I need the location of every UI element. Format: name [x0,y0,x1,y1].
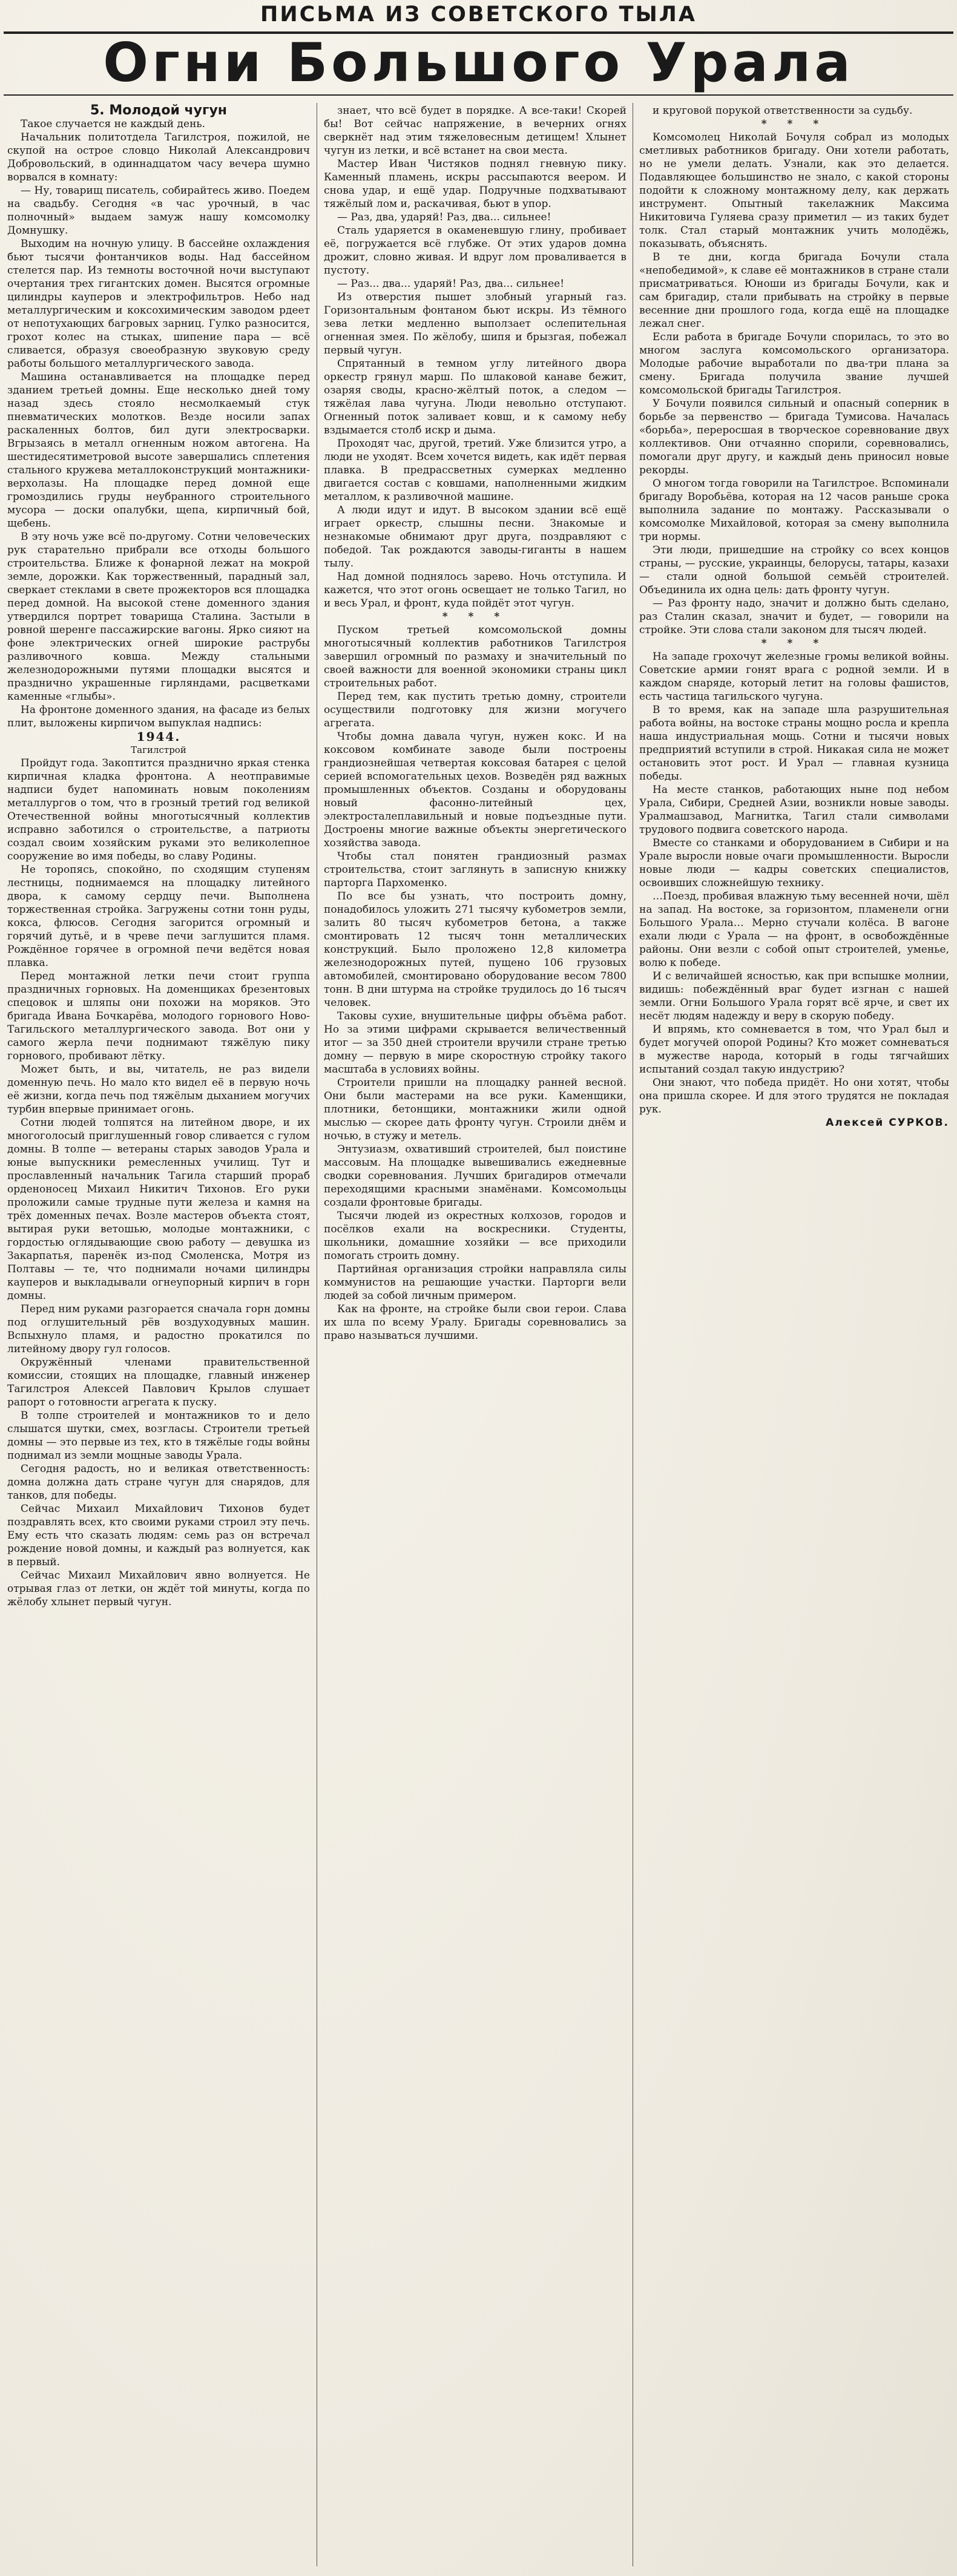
paragraph: Чтобы стал понятен грандиозный размах строительства, стоит заглянуть в записную книжку парторга Пархоменко. [324,850,626,889]
headline: Огни Большого Урала [103,31,854,94]
author-signature: Алексей СУРКОВ. [826,1117,949,1129]
paragraph: Таковы сухие, внушительные цифры объёма работ. Но за этими цифрами скрывается величественный итог — за 350 дней строители вручили стране третью домну — первую в мире скоростную стройку такого масштаба в условиях войны. [324,1010,626,1076]
section-separator: * * * [761,118,827,130]
paragraph: — Раз, два, ударяй! Раз, два... сильнее! [337,211,551,223]
paragraph: На месте станков, работающих ныне под небом Урала, Сибири, Средней Азии, возникли новые заводы. Уралмашзавод, Магнитка, Тагил стали символами трудового подвига советского народа. [639,784,949,836]
paragraph: Пройдут года. Закоптится празднично яркая стенка кирпичная кладка фронтона. А неотправимые надписи будет напоминать новым поколениям металлургов о том, что в грозный третий год великой Отечественной войны многотысячный коллектив исправно заботился о строительстве, а патриоты создал своим хозяйским руками это великолепное сооружение во имя победы, во славу Родины. [7,757,310,862]
paragraph: Сотни людей толпятся на литейном дворе, и их многоголосый приглушенный говор сливается с гулом домны. В толпе — ветераны старых заводов Урала и юные выпускники ремесленных училищ. Тут и прославленный начальник Тагила старший прораб орденоносец Михаил Никитич Тихонов. Его руки проложили самые трудные пути железа и камня на трёх доменных печах. Возле мастеров объекта стоят, вытирая руки ветошью, молодые монтажники, с гордостью оглядывающие свою работу — девушка из Закарпатья, паренёк из-под Смоленска, Мотря из Полтавы — те, что поднимали ночами цилиндры кауперов и выкладывали огнеупорный кирпич в горн домны. [7,1117,310,1302]
paragraph: Окружённый членами правительственной комиссии, стоящих на площадке, главный инженер Тагилстроя Алексей Павлович Крылов слушает рапорт о готовности агрегата к пуску. [7,1356,310,1408]
paragraph: И впрямь, кто сомневается в том, что Урал был и будет могучей опорой Родины? Кто может сомневаться в мужестве народа, который в годы тягчайших испытаний создал такую индустрию? [639,1024,949,1076]
paragraph: знает, что всё будет в порядке. А все-таки! Скорей бы! Вот сейчас напряжение, в вечерних огнях сверкнёт над этим тяжеловесным детищем! Хлынет чугун из летки, и всё встанет на свои места. [324,105,626,157]
paragraph: Выходим на ночную улицу. В бассейне охлаждения бьют тысячи фонтанчиков воды. Над бассейном стелется пар. Из темноты восточной ночи выступают очертания трех гигантских домен. Высятся огромные цилиндры кауперов и электрофильтров. Небо над металлургическим и коксохимическим заводом рдеет от непотухающих багровых зарниц. Гулко разносится, грохот колес на стыках, шипение пара — всё сливается, образуя своеобразную звуковую среду работы большого металлургического завода. [7,238,310,370]
paragraph: По все бы узнать, что построить домну, понадобилось уложить 271 тысячу кубометров земли, залить 80 тысяч кубометров бетона, а также смонтировать 12 тысяч тонн металлических конструкций. Было проложено 12,8 километра железнодорожных путей, пущено 106 грузовых автомобилей, смонтировано оборудование весом 7800 тонн. В дни штурма на стройке трудилось до 16 тысяч человек. [324,890,626,1009]
paragraph: — Раз фронту надо, значит и должно быть сделано, раз Сталин сказал, значит и будет, — говорили на стройке. Эти слова стали законом для тысяч людей. [639,597,949,636]
paragraph: Мастер Иван Чистяков поднял гневную пику. Каменный пламень, искры рассыпаются веером. И снова удар, и ещё удар. Подручные подхватывают тяжёлый лом и, раскачивая, бьют в упор. [324,158,626,210]
paragraph: — Ну, товарищ писатель, собирайтесь живо. Поедем на свадьбу. Сегодня «в час урочный, в час полночный» выдаем замуж нашу комсомолку Домнушку. [7,185,310,237]
paragraph: Сейчас Михаил Михайлович Тихонов будет поздравлять всех, кто своими руками строил эту печь. Ему есть что сказать людям: семь раз он встречал рождение новой домны, и каждый раз волнуется, как в первый. [7,1503,310,1568]
paragraph: Проходят час, другой, третий. Уже близится утро, а люди не уходят. Всем хочется видеть, как идёт первая плавка. В предрассветных сумерках медленно двигается состав с ковшами, наполненными жидким металлом, к разливочной машине. [324,438,626,503]
inscription-plant: Тагилстрой [131,744,186,755]
paragraph: Перед монтажной летки печи стоит группа праздничных горновых. На доменщиках брезентовых спецовок и шляпы они похожи на моряков. Это бригада Ивана Бочкарёва, молодого горнового Ново-Тагильского металлургического завода. Вот они у самого жерла печи поднимают тяжёлую пику горнового, пробивают лётку. [7,970,310,1062]
paragraph: Энтузиазм, охвативший строителей, был поистине массовым. На площадке вывешивались ежедневные сводки соревнования. Лучших бригадиров отмечали переходящими красными знамёнами. Комсомольцы создали фронтовые бригады. [324,1143,626,1209]
article-column-3 [639,104,949,2568]
paragraph: На западе грохочут железные громы великой войны. Советские армии гонят врага с родной земли. И в каждом снаряде, который летит на головы фашистов, есть частица тагильского чугуна. [639,651,949,703]
paragraph: Вместе со станками и оборудованием в Сибири и на Урале выросли новые очаги промышленности. Выросли новые люди — кадры советских специалистов, освоивших сложнейшую технику. [639,837,949,889]
paragraph: Строители пришли на площадку ранней весной. Они были мастерами на все руки. Каменщики, плотники, бетонщики, монтажники жили одной мыслью — скорее дать фронту чугун. Строили днём и ночью, в стужу и метель. [324,1077,626,1142]
section-separator: * * * [442,611,508,623]
paragraph: А люди идут и идут. В высоком здании всё ещё играет оркестр, слышны песни. Знакомые и незнакомые обнимают друг друга, поздравляют с победой. Так рождаются заводы-гиганты в нашем тылу. [324,504,626,570]
paragraph: В толпе строителей и монтажников то и дело слышатся шутки, смех, возгласы. Строители третьей домны — это первые из тех, кто в тяжёлые годы войны поднимал из земли мощные заводы Урала. [7,1410,310,1462]
paragraph: Как на фронте, на стройке были свои герои. Слава их шла по всему Уралу. Бригады соревновались за право называться лучшими. [324,1303,626,1342]
section-rubric: ПИСЬМА ИЗ СОВЕТСКОГО ТЫЛА [260,2,697,27]
chapter-heading: 5. Молодой чугун [90,104,227,118]
paragraph: Чтобы домна давала чугун, нужен кокс. И на коксовом комбинате заводе были построены грандиознейшая четвертая коксовая батарея с целой серией вспомогательных цехов. Возведён ряд важных промышленных объектов. Созданы и оборудованы новый фасонно-литейный цех, электросталеплавильный и новые подъездные пути. Достроены многие важные объекты энергетического хозяйства завода. [324,731,626,849]
paragraph: Пуском третьей комсомольской домны многотысячный коллектив работников Тагилстроя завершил огромный по размаху и значительный по своей важности для военной экономики страны цикл строительных работ. [324,624,626,689]
paragraph: У Бочули появился сильный и опасный соперник в борьбе за первенство — бригада Тумисова. Началась «борьба», переросшая в творческое соревнование двух коллективов. Они отчаянно спорили, соревновались, помогали друг другу, и каждый день приносил новые рекорды. [639,398,949,476]
paragraph: Из отверстия пышет злобный угарный газ. Горизонтальным фонтаном бьют искры. Из тёмного зева летки медленно выползает ослепительная огненная змея. По жёлобу, шипя и брызгая, побежал первый чугун. [324,291,626,356]
paragraph: И с величайшей ясностью, как при вспышке молнии, видишь: побеждённый враг будет изгнан с нашей земли. Огни Большого Урала горят всё ярче, и свет их несёт людям надежду и веру в скорую победу. [639,970,949,1022]
paragraph: Комсомолец Николай Бочуля собрал из молодых сметливых работников бригаду. Они хотели работать, но не умели делать. Узнали, как это делается. Подавляющее большинство не знало, с какой стороны подойти к сложному монтажному делу, как держать инструмент. Опытный такелажник Максима Никитовича Гуляева сразу приметил — из таких будет толк. Стал старый монтажник учить молодёжь, показывать, объяснять. [639,131,949,250]
article-column-2 [324,104,626,2568]
paragraph: Партийная организация стройки направляла силы коммунистов на решающие участки. Парторги вели людей за собой личным примером. [324,1263,626,1302]
paragraph: …Поезд, пробивая влажную тьму весенней ночи, шёл на запад. На востоке, за горизонтом, пламенели огни Большого Урала… Мерно стучали колёса. В вагоне ехали люди с Урала — на фронт, в освобождённые районы. Они везли с собой опыт строителей, уменье, волю к победе. [639,890,949,969]
paragraph: В эту ночь уже всё по-другому. Сотни человеческих рук старательно прибрали все отходы большого строительства. Ближе к фонарной лежат на мокрой земле, дорожки. Как торжественный, парадный зал, сверкает стеклами в свете прожекторов вся площадка перед домной. На высокой стене доменного здания утвердился портрет товарища Сталина. Застыли в ровной шеренге пассажирские вагоны. Ярко сияют на фоне электрических огней широкие раструбы разливочного ковша. Между стальными железнодорожными путями площадки высятся и празднично украшенные гирляндами, расцветками каменные «глыбы». [7,531,310,703]
paragraph: Спрятанный в темном углу литейного двора оркестр грянул марш. По шлаковой канаве бежит, озаряя своды, красно-жёлтый поток, а следом — тяжёлая лава чугуна. Люди невольно отступают. Огненный поток заливает ковш, и к самому небу вздымается столб искр и дыма. [324,358,626,436]
headline-rule [4,94,953,96]
paragraph: Если работа в бригаде Бочули спорилась, то это во многом заслуга комсомольского организатора. Молодые рабочие выработали по два-три плана за смену. Бригада получила звание лучшей комсомольской бригады Тагилстроя. [639,331,949,396]
paragraph: Перед тем, как пустить третью домну, строители осуществили подготовку для жизни могучего агрегата. [324,691,626,729]
paragraph: Над домной поднялось зарево. Ночь отступила. И кажется, что этот огонь освещает не только Тагил, но и весь Урал, и фронт, куда пойдёт этот чугун. [324,571,626,610]
paragraph: Они знают, что победа придёт. Но они хотят, чтобы она пришла скорее. И для этого трудятся не покладая рук. [639,1077,949,1116]
paragraph: Может быть, и вы, читатель, не раз видели доменную печь. Но мало кто видел её в первую ночь её жизни, когда печь под тяжёлым дыханием могучих турбин впервые принимает огонь. [7,1063,310,1116]
paragraph: В те дни, когда бригада Бочули стала «непобедимой», к славе её монтажников в стране стали присматриваться. Юноши из бригады Бочули, как и сам бригадир, стали прибывать на стройку в первые весенние дни прошлого года, когда ещё на площадке лежал снег. [639,251,949,330]
article-column-1 [7,104,310,2568]
paragraph: В то время, как на западе шла разрушительная работа войны, на востоке страны мощно росла и крепла наша индустриальная мощь. Сотни и тысячи новых предприятий вступили в строй. Никакая сила не может остановить этот рост. И Урал — главная кузница победы. [639,704,949,783]
paragraph: Сегодня радость, но и великая ответственность: домна должна дать стране чугун для снарядов, для танков, для победы. [7,1463,310,1502]
paragraph: Тысячи людей из окрестных колхозов, городов и посёлков ехали на воскресники. Студенты, школьники, домашние хозяйки — все приходили помогать строить домну. [324,1210,626,1262]
inscription-year: 1944. [136,729,181,744]
paragraph: Не торопясь, спокойно, по сходящим ступеням лестницы, поднимаемся на площадку литейного двора, к самому сердцу печи. Выполнена торжественная стройка. Загружены сотни тонн руды, кокса, флюсов. Сегодня загорится огромный и горячий дутьё, и в чреве печи заглушится пламя. Рождённое горячее в огромной печи ведётся новая плавка. [7,864,310,969]
paragraph: Сталь ударяется в окаменевшую глину, пробивает её, погружается всё глубже. От этих ударов домна дрожит, словно живая. И вдруг лом проваливается в пустоту. [324,225,626,277]
paragraph: Перед ним руками разгорается сначала горн домны под оглушительный рёв воздуходувных машин. Вспыхнуло пламя, и радостно прокатился по литейному двору гул голосов. [7,1303,310,1355]
paragraph: Машина останавливается на площадке перед зданием третьей домны. Еще несколько дней тому назад здесь стояло несмолкаемый стук пневматических молотков. Везде носили запах раскаленных болтов, бил дуги электросварки. Вгрызаясь в металл огненным ножом автогена. На шестидесятиметровой высоте завершались сплетения стального кружева металлоконструкций монтажники-верхолазы. На площадке перед домной еще громоздились груды неубранного строительного мусора — доски опалубки, щепа, кирпичный бой, щебень. [7,371,310,530]
paragraph: Сейчас Михаил Михайлович явно волнуется. Не отрывая глаз от летки, он ждёт той минуты, когда по жёлобу хлынет первый чугун. [7,1569,310,1608]
paragraph: — Раз... два... ударяй! Раз, два... сильнее! [337,278,565,290]
section-separator: * * * [761,637,827,649]
paragraph: Такое случается не каждый день. [21,118,206,130]
paragraph: На фронтоне доменного здания, на фасаде из белых плит, выложены кирпичом выпуклая надпись: [7,704,310,729]
paragraph: и круговой порукой ответственности за судьбу. [653,105,913,117]
paragraph: Эти люди, пришедшие на стройку со всех концов страны, — русские, украинцы, белорусы, татары, казахи — стали одной большой семьёй строителей. Объединила их одна цель: дать фронту чугун. [639,544,949,596]
paragraph: Начальник политотдела Тагилстроя, пожилой, не скупой на острое словцо Николай Александрович Добровольский, в одиннадцатом часу вечера шумно ворвался в комнату: [7,131,310,183]
paragraph: О многом тогда говорили на Тагилстрое. Вспоминали бригаду Воробьёва, которая на 12 часов раньше срока выполнила задание по монтажу. Рассказывали о комсомолке Михайловой, которая за смену выполнила три нормы. [639,478,949,543]
